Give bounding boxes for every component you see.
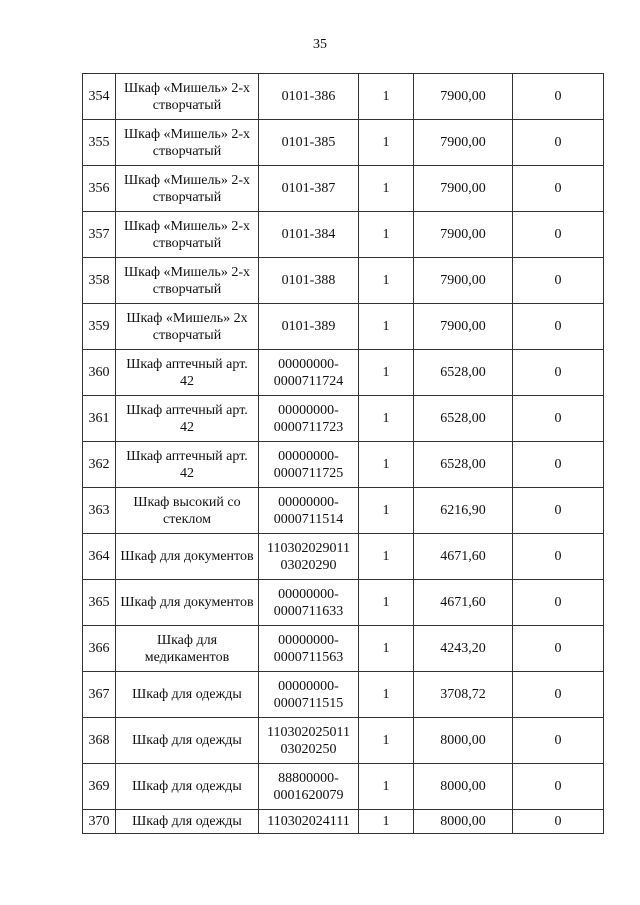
quantity-cell: 1	[359, 672, 414, 718]
quantity-cell: 1	[359, 718, 414, 764]
price-cell: 6528,00	[414, 350, 513, 396]
inventory-code-cell: 0101-386	[259, 74, 359, 120]
table-row	[83, 166, 604, 212]
quantity-cell: 1	[359, 580, 414, 626]
item-name-cell: Шкаф «Мишель» 2-х створчатый	[116, 120, 259, 166]
quantity-cell: 1	[359, 396, 414, 442]
quantity-cell: 1	[359, 810, 414, 834]
row-number-cell: 356	[83, 166, 116, 212]
inventory-code-cell: 110302024111	[259, 810, 359, 834]
quantity-cell: 1	[359, 120, 414, 166]
inventory-code-cell: 0101-389	[259, 304, 359, 350]
price-cell: 6216,90	[414, 488, 513, 534]
table-row	[83, 396, 604, 442]
residual-value-cell: 0	[513, 718, 604, 764]
residual-value-cell: 0	[513, 672, 604, 718]
table-row	[83, 718, 604, 764]
row-number-cell: 358	[83, 258, 116, 304]
residual-value-cell: 0	[513, 442, 604, 488]
table-row	[83, 442, 604, 488]
quantity-cell: 1	[359, 488, 414, 534]
residual-value-cell: 0	[513, 580, 604, 626]
row-number-cell: 354	[83, 74, 116, 120]
inventory-code-cell: 0101-384	[259, 212, 359, 258]
inventory-code-cell: 00000000-0000711563	[259, 626, 359, 672]
residual-value-cell: 0	[513, 120, 604, 166]
inventory-code-cell: 110302025011 03020250	[259, 718, 359, 764]
residual-value-cell: 0	[513, 396, 604, 442]
price-cell: 4671,60	[414, 534, 513, 580]
price-cell: 4243,20	[414, 626, 513, 672]
residual-value-cell: 0	[513, 488, 604, 534]
row-number-cell: 366	[83, 626, 116, 672]
item-name-cell: Шкаф для документов	[116, 534, 259, 580]
inventory-table	[82, 73, 604, 834]
residual-value-cell: 0	[513, 74, 604, 120]
item-name-cell: Шкаф аптечный арт. 42	[116, 442, 259, 488]
table-row	[83, 258, 604, 304]
row-number-cell: 355	[83, 120, 116, 166]
residual-value-cell: 0	[513, 212, 604, 258]
quantity-cell: 1	[359, 304, 414, 350]
price-cell: 3708,72	[414, 672, 513, 718]
residual-value-cell: 0	[513, 534, 604, 580]
table-row	[83, 626, 604, 672]
price-cell: 8000,00	[414, 718, 513, 764]
quantity-cell: 1	[359, 350, 414, 396]
inventory-code-cell: 0101-388	[259, 258, 359, 304]
price-cell: 7900,00	[414, 258, 513, 304]
item-name-cell: Шкаф аптечный арт. 42	[116, 350, 259, 396]
residual-value-cell: 0	[513, 626, 604, 672]
item-name-cell: Шкаф «Мишель» 2-х створчатый	[116, 212, 259, 258]
residual-value-cell: 0	[513, 810, 604, 834]
inventory-code-cell: 00000000-0000711514	[259, 488, 359, 534]
table-row	[83, 74, 604, 120]
table-row	[83, 534, 604, 580]
table-row	[83, 672, 604, 718]
row-number-cell: 364	[83, 534, 116, 580]
row-number-cell: 367	[83, 672, 116, 718]
residual-value-cell: 0	[513, 764, 604, 810]
price-cell: 8000,00	[414, 810, 513, 834]
residual-value-cell: 0	[513, 304, 604, 350]
inventory-code-cell: 00000000-0000711723	[259, 396, 359, 442]
item-name-cell: Шкаф для одежды	[116, 810, 259, 834]
quantity-cell: 1	[359, 212, 414, 258]
inventory-table-body	[83, 74, 604, 834]
row-number-cell: 360	[83, 350, 116, 396]
table-row	[83, 350, 604, 396]
row-number-cell: 370	[83, 810, 116, 834]
price-cell: 6528,00	[414, 442, 513, 488]
row-number-cell: 359	[83, 304, 116, 350]
table-row	[83, 580, 604, 626]
table-row	[83, 488, 604, 534]
row-number-cell: 363	[83, 488, 116, 534]
inventory-code-cell: 110302029011 03020290	[259, 534, 359, 580]
item-name-cell: Шкаф «Мишель» 2-х створчатый	[116, 74, 259, 120]
item-name-cell: Шкаф «Мишель» 2х створчатый	[116, 304, 259, 350]
residual-value-cell: 0	[513, 258, 604, 304]
item-name-cell: Шкаф для одежды	[116, 718, 259, 764]
table-row	[83, 304, 604, 350]
quantity-cell: 1	[359, 764, 414, 810]
inventory-code-cell: 00000000-0000711515	[259, 672, 359, 718]
price-cell: 8000,00	[414, 764, 513, 810]
row-number-cell: 361	[83, 396, 116, 442]
quantity-cell: 1	[359, 74, 414, 120]
price-cell: 4671,60	[414, 580, 513, 626]
quantity-cell: 1	[359, 258, 414, 304]
price-cell: 7900,00	[414, 166, 513, 212]
inventory-code-cell: 0101-387	[259, 166, 359, 212]
price-cell: 7900,00	[414, 304, 513, 350]
row-number-cell: 368	[83, 718, 116, 764]
item-name-cell: Шкаф для медикаментов	[116, 626, 259, 672]
residual-value-cell: 0	[513, 166, 604, 212]
quantity-cell: 1	[359, 166, 414, 212]
row-number-cell: 369	[83, 764, 116, 810]
price-cell: 7900,00	[414, 74, 513, 120]
item-name-cell: Шкаф аптечный арт. 42	[116, 396, 259, 442]
inventory-code-cell: 00000000-0000711725	[259, 442, 359, 488]
item-name-cell: Шкаф «Мишель» 2-х створчатый	[116, 258, 259, 304]
table-row	[83, 764, 604, 810]
price-cell: 6528,00	[414, 396, 513, 442]
item-name-cell: Шкаф для документов	[116, 580, 259, 626]
price-cell: 7900,00	[414, 212, 513, 258]
page-number: 35	[313, 37, 327, 52]
item-name-cell: Шкаф для одежды	[116, 672, 259, 718]
inventory-code-cell: 00000000-0000711633	[259, 580, 359, 626]
inventory-code-cell: 0101-385	[259, 120, 359, 166]
row-number-cell: 365	[83, 580, 116, 626]
table-row	[83, 212, 604, 258]
table-row	[83, 810, 604, 834]
item-name-cell: Шкаф для одежды	[116, 764, 259, 810]
row-number-cell: 357	[83, 212, 116, 258]
price-cell: 7900,00	[414, 120, 513, 166]
quantity-cell: 1	[359, 534, 414, 580]
item-name-cell: Шкаф высокий со стеклом	[116, 488, 259, 534]
table-row	[83, 120, 604, 166]
inventory-code-cell: 88800000-0001620079	[259, 764, 359, 810]
quantity-cell: 1	[359, 626, 414, 672]
row-number-cell: 362	[83, 442, 116, 488]
item-name-cell: Шкаф «Мишель» 2-х створчатый	[116, 166, 259, 212]
inventory-code-cell: 00000000-0000711724	[259, 350, 359, 396]
residual-value-cell: 0	[513, 350, 604, 396]
quantity-cell: 1	[359, 442, 414, 488]
